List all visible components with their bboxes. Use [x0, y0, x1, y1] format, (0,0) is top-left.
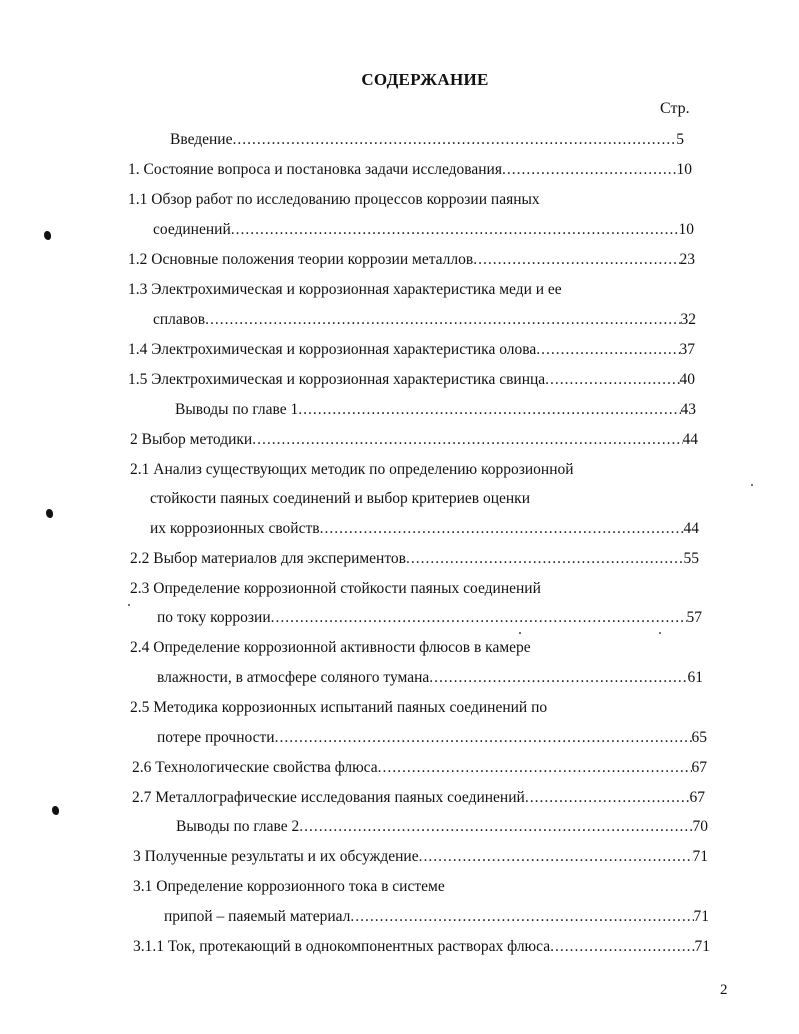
toc-entry-page: 67 — [689, 789, 705, 806]
toc-entry-page: 71 — [692, 848, 708, 865]
toc-entry-page: 67 — [691, 759, 707, 776]
dot-leader — [298, 399, 680, 421]
dot-leader — [550, 936, 694, 958]
dot-leader — [350, 906, 693, 928]
dot-leader — [232, 129, 676, 151]
toc-entry-text: 2.3 Определение коррозионной стойкости паяных соединений — [130, 580, 541, 597]
toc-entry-text: сплавов — [153, 311, 206, 328]
dot-leader — [525, 787, 690, 809]
toc-entry-page: 44 — [683, 520, 699, 537]
toc-entry — [128, 249, 695, 271]
toc-entry — [130, 548, 699, 570]
toc-entry — [175, 399, 696, 421]
toc-entry — [130, 697, 705, 719]
toc-entry-text: соединений — [153, 221, 231, 238]
page-number: 2 — [720, 982, 728, 998]
toc-entry-text: Выводы по главе 2 — [176, 818, 300, 835]
dot-leader — [205, 309, 680, 331]
toc-entry — [128, 339, 695, 361]
scan-speck — [44, 231, 51, 240]
toc-entry — [157, 727, 707, 749]
toc-entry-page: 32 — [680, 311, 696, 328]
toc-entry-text: 1. Состояние вопроса и постановка задачи исследования — [128, 161, 502, 178]
toc-entry-page: 57 — [686, 609, 702, 626]
toc-entry-text: 1.4 Электрохимическая и коррозионная характеристика олова — [128, 341, 537, 358]
toc-entry-page: 43 — [680, 401, 696, 418]
toc-entry — [176, 816, 708, 838]
toc-entry — [153, 309, 696, 331]
toc-entry-text: 2.2 Выбор материалов для экспериментов — [130, 550, 406, 567]
toc-entry — [128, 279, 695, 301]
toc-entry — [150, 488, 698, 510]
toc-entry-text: потере прочности — [157, 729, 275, 746]
dot-leader — [271, 607, 687, 629]
toc-entry-text: 2 Выбор методики — [130, 431, 253, 448]
toc-entry-text: 3.1.1 Ток, протекающий в однокомпонентных растворах флюса — [133, 938, 551, 955]
toc-entry-page: 61 — [687, 669, 703, 686]
toc-entry-page: 70 — [692, 818, 708, 835]
toc-entry-text: 2.7 Металлографические исследования паяных соединений — [132, 789, 525, 806]
dot-leader — [429, 667, 687, 689]
toc-entry-page: 10 — [678, 221, 694, 238]
toc-entry-text: стойкости паяных соединений и выбор критериев оценки — [150, 490, 530, 507]
toc-entry — [133, 936, 710, 958]
toc-entry — [130, 429, 698, 451]
toc-entry — [164, 906, 709, 928]
toc-entry — [132, 757, 707, 779]
toc-entry-text: Выводы по главе 1 — [175, 401, 299, 418]
toc-entry — [130, 459, 698, 481]
scan-dot — [659, 632, 661, 634]
toc-entry-page: 71 — [693, 908, 709, 925]
toc-entry-text: по току коррозии — [157, 609, 271, 626]
toc-entry-text: 1.2 Основные положения теории коррозии металлов — [128, 251, 474, 268]
page-column-label: Стр. — [660, 100, 690, 117]
toc-entry — [153, 219, 694, 241]
toc-entry-text: 2.5 Методика коррозионных испытаний паяных соединений по — [130, 699, 548, 716]
page-title: СОДЕРЖАНИЕ — [361, 70, 489, 89]
toc-entry — [130, 578, 699, 600]
toc-entry-page: 65 — [691, 729, 707, 746]
toc-entry-text: влажности, в атмосфере соляного тумана — [157, 669, 430, 686]
toc-entry-text: 1.5 Электрохимическая и коррозионная характеристика свинца — [128, 371, 546, 388]
toc-entry-page: 37 — [679, 341, 695, 358]
toc-entry-text: 2.4 Определение коррозионной активности флюсов в камере — [130, 639, 531, 656]
toc-entry — [170, 129, 684, 151]
dot-leader — [320, 518, 684, 540]
scan-speck — [46, 509, 53, 518]
dot-leader — [299, 816, 692, 838]
scan-dot — [128, 604, 130, 606]
toc-entry-text: 2.6 Технологические свойства флюса — [132, 759, 378, 776]
toc-entry — [133, 846, 708, 868]
toc-entry-page: 44 — [682, 431, 698, 448]
toc-entry — [157, 667, 703, 689]
toc-entry-text: 3 Полученные результаты и их обсуждение — [133, 848, 419, 865]
toc-entry-text: 3.1 Определение коррозионного тока в системе — [133, 878, 445, 895]
toc-entry — [130, 637, 702, 659]
toc-entry — [150, 518, 699, 540]
dot-leader — [536, 339, 679, 361]
scan-dot — [751, 484, 753, 486]
dot-leader — [406, 548, 684, 570]
toc-entry-text: 1.1 Обзор работ по исследованию процессов коррозии паяных — [128, 191, 540, 208]
toc-entry-text: 2.1 Анализ существующих методик по определению коррозионной — [130, 461, 574, 478]
toc-entry-text: Введение — [170, 131, 233, 148]
toc-entry — [133, 876, 708, 898]
dot-leader — [378, 757, 692, 779]
scan-speck — [52, 806, 59, 815]
toc-entry — [128, 189, 692, 211]
dot-leader — [545, 369, 679, 391]
dot-leader — [419, 846, 693, 868]
dot-leader — [473, 249, 679, 271]
toc-entry — [132, 787, 705, 809]
toc-entry-page: 40 — [679, 371, 695, 388]
toc-entry-page: 55 — [683, 550, 699, 567]
scan-dot — [519, 632, 521, 634]
dot-leader — [252, 429, 682, 451]
toc-entry — [128, 159, 692, 181]
toc-entry-page: 23 — [679, 251, 695, 268]
toc-entry-text: припой – паяемый материал — [164, 908, 351, 925]
toc-entry — [128, 369, 695, 391]
dot-leader — [275, 727, 692, 749]
toc-entry-text: их коррозионных свойств — [150, 520, 320, 537]
toc-entry-text: 1.3 Электрохимическая и коррозионная характеристика меди и ее — [128, 281, 562, 298]
toc-entry-page: 71 — [694, 938, 710, 955]
toc-entry — [157, 607, 702, 629]
dot-leader — [231, 219, 679, 241]
dot-leader — [502, 159, 677, 181]
toc-entry-page: 5 — [676, 131, 684, 148]
toc-entry-page: 10 — [676, 161, 692, 178]
